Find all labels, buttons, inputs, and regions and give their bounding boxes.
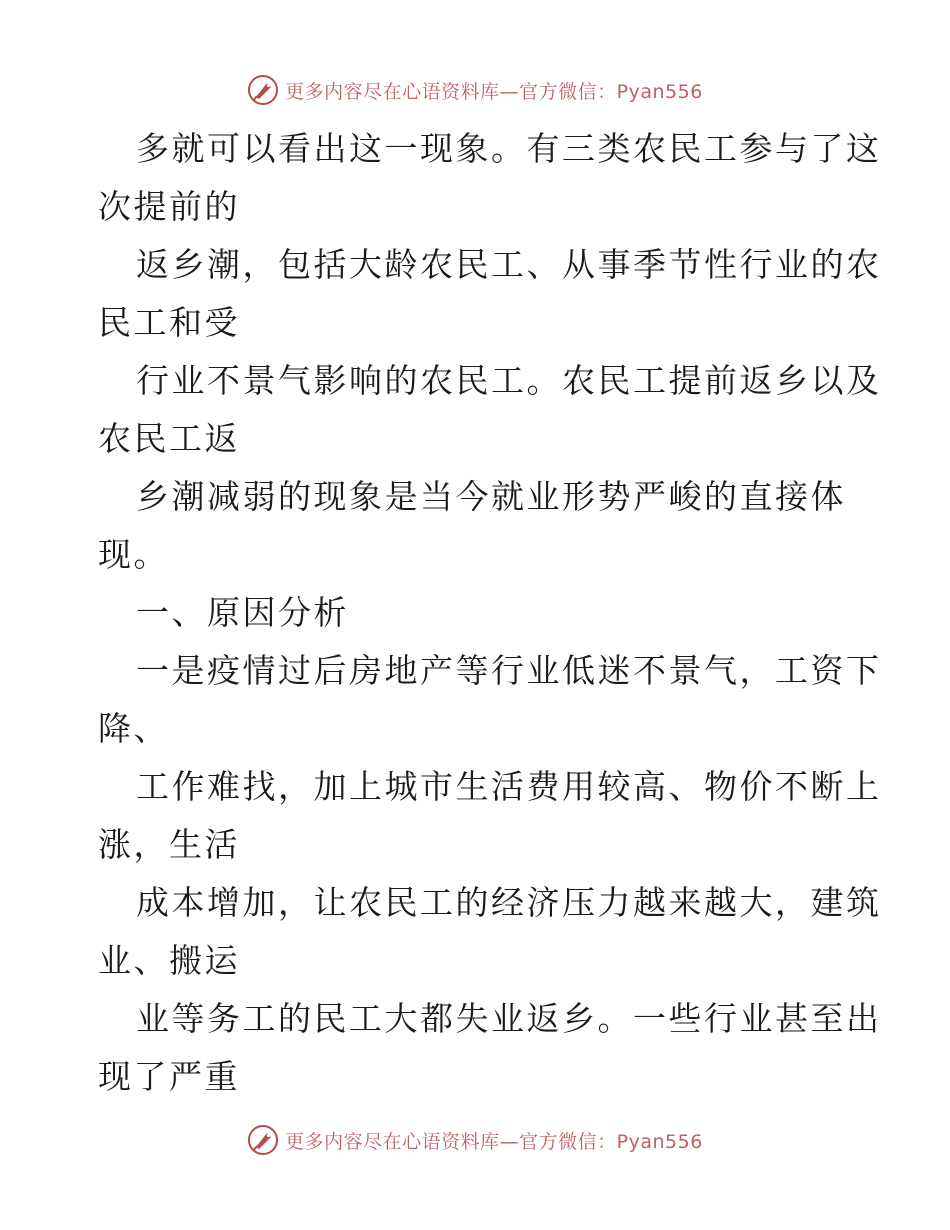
text-line: 成本增加，让农民工的经济压力越来越大，建筑 (136, 883, 882, 922)
text-line: 涨，生活 (98, 825, 240, 864)
text-line: 行业不景气影响的农民工。农民工提前返乡以及 (136, 361, 882, 400)
section-heading: 一、原因分析 (136, 593, 349, 632)
text-line: 降、 (98, 709, 169, 748)
footer-banner (0, 1120, 950, 1160)
pen-nib-logo-icon (247, 74, 279, 106)
text-line: 乡潮减弱的现象是当今就业形势严峻的直接体 (136, 477, 846, 516)
text-line: 现了严重 (98, 1057, 240, 1096)
header-banner-text: 更多内容尽在心语资料库—官方微信：Pyan556 (285, 80, 703, 103)
text-line: 农民工返 (98, 419, 240, 458)
text-line: 民工和受 (98, 303, 240, 342)
text-line: 一是疫情过后房地产等行业低迷不景气，工资下 (136, 651, 882, 690)
text-line: 返乡潮，包括大龄农民工、从事季节性行业的农 (136, 245, 882, 284)
document-body (98, 120, 882, 1106)
text-line: 次提前的 (98, 187, 240, 226)
text-line: 工作难找，加上城市生活费用较高、物价不断上 (136, 767, 882, 806)
footer-banner-text: 更多内容尽在心语资料库—官方微信：Pyan556 (285, 1130, 703, 1153)
text-line: 业等务工的民工大都失业返乡。一些行业甚至出 (136, 999, 882, 1038)
text-line: 现。 (98, 535, 169, 574)
header-banner (0, 70, 950, 110)
text-line: 业、搬运 (98, 941, 240, 980)
pen-nib-logo-icon (247, 1124, 279, 1156)
text-line: 多就可以看出这一现象。有三类农民工参与了这 (136, 129, 882, 168)
